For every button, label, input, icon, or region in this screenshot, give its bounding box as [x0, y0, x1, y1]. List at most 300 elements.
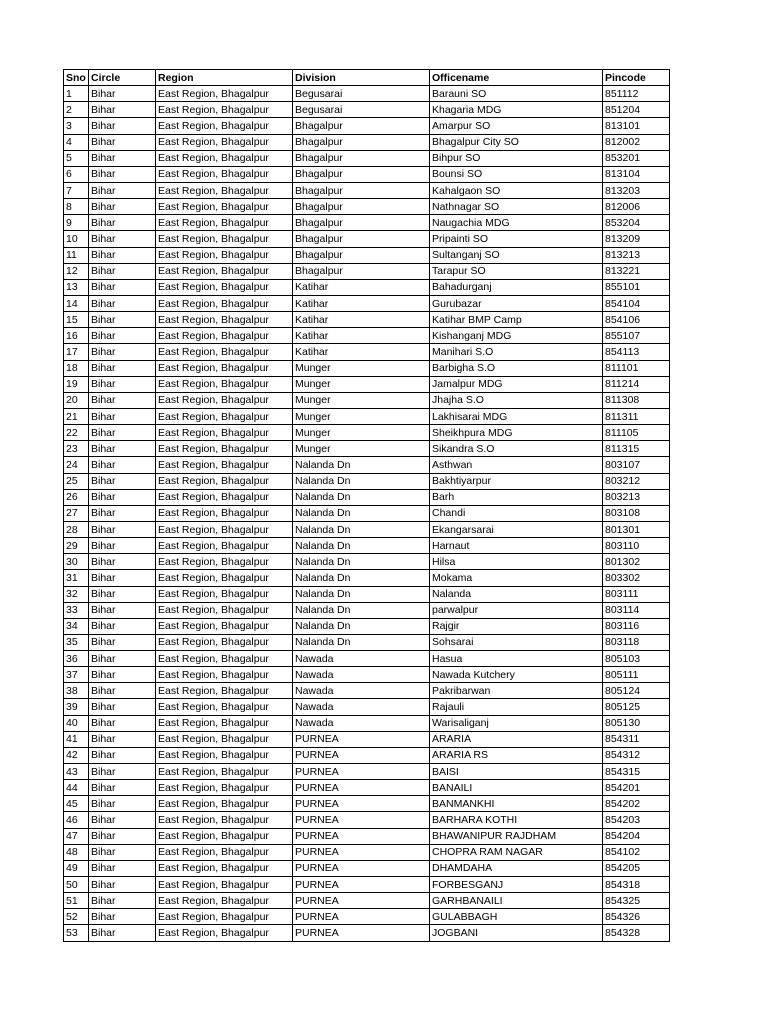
circle-cell: Bihar	[89, 521, 156, 537]
table-row	[64, 86, 670, 102]
pincode-cell: 854325	[603, 893, 670, 909]
circle-cell: Bihar	[89, 796, 156, 812]
officename-cell: Barbigha S.O	[430, 360, 603, 376]
division-cell: Bhagalpur	[293, 215, 430, 231]
region-cell: East Region, Bhagalpur	[156, 844, 293, 860]
officename-cell: JOGBANI	[430, 925, 603, 941]
table-row	[64, 295, 670, 311]
circle-cell: Bihar	[89, 860, 156, 876]
table-row	[64, 747, 670, 763]
header-officename: Officename	[430, 70, 603, 86]
pincode-cell: 813101	[603, 118, 670, 134]
division-cell: PURNEA	[293, 860, 430, 876]
pincode-cell: 803118	[603, 634, 670, 650]
region-cell: East Region, Bhagalpur	[156, 118, 293, 134]
officename-cell: Asthwan	[430, 457, 603, 473]
pincode-cell: 811105	[603, 425, 670, 441]
division-cell: Nalanda Dn	[293, 618, 430, 634]
division-cell: Bhagalpur	[293, 118, 430, 134]
pincode-cell: 851204	[603, 102, 670, 118]
circle-cell: Bihar	[89, 586, 156, 602]
officename-cell: Naugachia MDG	[430, 215, 603, 231]
division-cell: Nalanda Dn	[293, 602, 430, 618]
division-cell: Nawada	[293, 715, 430, 731]
officename-cell: Lakhisarai MDG	[430, 408, 603, 424]
table-row	[64, 634, 670, 650]
pincode-cell: 851112	[603, 86, 670, 102]
pincode-cell: 854104	[603, 295, 670, 311]
region-cell: East Region, Bhagalpur	[156, 602, 293, 618]
table-row	[64, 812, 670, 828]
table-row	[64, 473, 670, 489]
circle-cell: Bihar	[89, 570, 156, 586]
table-row	[64, 408, 670, 424]
sno-cell: 9	[64, 215, 89, 231]
circle-cell: Bihar	[89, 150, 156, 166]
sno-cell: 20	[64, 392, 89, 408]
region-cell: East Region, Bhagalpur	[156, 715, 293, 731]
division-cell: PURNEA	[293, 844, 430, 860]
officename-cell: parwalpur	[430, 602, 603, 618]
region-cell: East Region, Bhagalpur	[156, 828, 293, 844]
sno-cell: 15	[64, 312, 89, 328]
pincode-cell: 801302	[603, 554, 670, 570]
region-cell: East Region, Bhagalpur	[156, 780, 293, 796]
sno-cell: 34	[64, 618, 89, 634]
table-row	[64, 425, 670, 441]
pincode-cell: 803212	[603, 473, 670, 489]
table-row	[64, 102, 670, 118]
division-cell: Bhagalpur	[293, 263, 430, 279]
table-row	[64, 554, 670, 570]
officename-cell: ARARIA RS	[430, 747, 603, 763]
officename-cell: BHAWANIPUR RAJDHAM	[430, 828, 603, 844]
officename-cell: Pakribarwan	[430, 683, 603, 699]
division-cell: Nawada	[293, 651, 430, 667]
region-cell: East Region, Bhagalpur	[156, 263, 293, 279]
region-cell: East Region, Bhagalpur	[156, 651, 293, 667]
officename-cell: Jhajha S.O	[430, 392, 603, 408]
officename-cell: Hilsa	[430, 554, 603, 570]
pincode-cell: 854201	[603, 780, 670, 796]
officename-cell: CHOPRA RAM NAGAR	[430, 844, 603, 860]
pincode-cell: 854113	[603, 344, 670, 360]
division-cell: Bhagalpur	[293, 134, 430, 150]
pincode-cell: 854203	[603, 812, 670, 828]
sno-cell: 17	[64, 344, 89, 360]
officename-cell: Barauni SO	[430, 86, 603, 102]
division-cell: Nawada	[293, 683, 430, 699]
circle-cell: Bihar	[89, 764, 156, 780]
sno-cell: 27	[64, 505, 89, 521]
officename-cell: Mokama	[430, 570, 603, 586]
sno-cell: 41	[64, 731, 89, 747]
circle-cell: Bihar	[89, 102, 156, 118]
sno-cell: 22	[64, 425, 89, 441]
sno-cell: 3	[64, 118, 89, 134]
sno-cell: 1	[64, 86, 89, 102]
pincode-cell: 813203	[603, 182, 670, 198]
sno-cell: 5	[64, 150, 89, 166]
sno-cell: 8	[64, 199, 89, 215]
sno-cell: 37	[64, 667, 89, 683]
table-row	[64, 328, 670, 344]
division-cell: Bhagalpur	[293, 199, 430, 215]
pincode-cell: 803213	[603, 489, 670, 505]
pincode-cell: 803111	[603, 586, 670, 602]
sno-cell: 16	[64, 328, 89, 344]
circle-cell: Bihar	[89, 360, 156, 376]
sno-cell: 4	[64, 134, 89, 150]
pincode-cell: 803114	[603, 602, 670, 618]
pincode-cell: 801301	[603, 521, 670, 537]
sno-cell: 2	[64, 102, 89, 118]
pincode-cell: 854102	[603, 844, 670, 860]
division-cell: Nalanda Dn	[293, 505, 430, 521]
sno-cell: 46	[64, 812, 89, 828]
officename-cell: Sikandra S.O	[430, 441, 603, 457]
table-row	[64, 764, 670, 780]
sno-cell: 23	[64, 441, 89, 457]
pincode-cell: 811311	[603, 408, 670, 424]
circle-cell: Bihar	[89, 344, 156, 360]
officename-cell: ARARIA	[430, 731, 603, 747]
table-row	[64, 489, 670, 505]
region-cell: East Region, Bhagalpur	[156, 457, 293, 473]
circle-cell: Bihar	[89, 651, 156, 667]
officename-cell: DHAMDAHA	[430, 860, 603, 876]
region-cell: East Region, Bhagalpur	[156, 408, 293, 424]
pincode-cell: 813209	[603, 231, 670, 247]
division-cell: Katihar	[293, 312, 430, 328]
officename-cell: Barh	[430, 489, 603, 505]
circle-cell: Bihar	[89, 715, 156, 731]
region-cell: East Region, Bhagalpur	[156, 538, 293, 554]
sno-cell: 47	[64, 828, 89, 844]
division-cell: PURNEA	[293, 780, 430, 796]
circle-cell: Bihar	[89, 699, 156, 715]
sno-cell: 10	[64, 231, 89, 247]
table-row	[64, 344, 670, 360]
pincode-cell: 854202	[603, 796, 670, 812]
pincode-cell: 854311	[603, 731, 670, 747]
circle-cell: Bihar	[89, 844, 156, 860]
pincode-cell: 855107	[603, 328, 670, 344]
division-cell: Munger	[293, 360, 430, 376]
table-row	[64, 279, 670, 295]
region-cell: East Region, Bhagalpur	[156, 86, 293, 102]
sno-cell: 40	[64, 715, 89, 731]
circle-cell: Bihar	[89, 618, 156, 634]
officename-cell: Gurubazar	[430, 295, 603, 311]
circle-cell: Bihar	[89, 457, 156, 473]
post-office-table	[63, 69, 670, 942]
region-cell: East Region, Bhagalpur	[156, 328, 293, 344]
division-cell: PURNEA	[293, 747, 430, 763]
region-cell: East Region, Bhagalpur	[156, 554, 293, 570]
officename-cell: Ekangarsarai	[430, 521, 603, 537]
region-cell: East Region, Bhagalpur	[156, 473, 293, 489]
circle-cell: Bihar	[89, 731, 156, 747]
sno-cell: 7	[64, 182, 89, 198]
officename-cell: GARHBANAILI	[430, 893, 603, 909]
circle-cell: Bihar	[89, 312, 156, 328]
division-cell: Nalanda Dn	[293, 489, 430, 505]
region-cell: East Region, Bhagalpur	[156, 521, 293, 537]
table-row	[64, 731, 670, 747]
circle-cell: Bihar	[89, 231, 156, 247]
circle-cell: Bihar	[89, 925, 156, 941]
table-row	[64, 860, 670, 876]
header-pincode: Pincode	[603, 70, 670, 86]
table-row	[64, 263, 670, 279]
officename-cell: BANAILI	[430, 780, 603, 796]
circle-cell: Bihar	[89, 166, 156, 182]
sno-cell: 53	[64, 925, 89, 941]
circle-cell: Bihar	[89, 828, 156, 844]
officename-cell: BANMANKHI	[430, 796, 603, 812]
division-cell: Nalanda Dn	[293, 538, 430, 554]
table-row	[64, 570, 670, 586]
officename-cell: Sheikhpura MDG	[430, 425, 603, 441]
circle-cell: Bihar	[89, 408, 156, 424]
division-cell: PURNEA	[293, 812, 430, 828]
division-cell: Nawada	[293, 667, 430, 683]
table-row	[64, 199, 670, 215]
region-cell: East Region, Bhagalpur	[156, 295, 293, 311]
division-cell: Katihar	[293, 295, 430, 311]
pincode-cell: 811101	[603, 360, 670, 376]
pincode-cell: 805124	[603, 683, 670, 699]
table-row	[64, 118, 670, 134]
table-row	[64, 780, 670, 796]
division-cell: Bhagalpur	[293, 182, 430, 198]
table-row	[64, 215, 670, 231]
table-row	[64, 150, 670, 166]
table-body	[64, 86, 670, 941]
officename-cell: Warisaliganj	[430, 715, 603, 731]
table-row	[64, 667, 670, 683]
region-cell: East Region, Bhagalpur	[156, 683, 293, 699]
circle-cell: Bihar	[89, 554, 156, 570]
region-cell: East Region, Bhagalpur	[156, 441, 293, 457]
sno-cell: 11	[64, 247, 89, 263]
circle-cell: Bihar	[89, 392, 156, 408]
circle-cell: Bihar	[89, 602, 156, 618]
table-row	[64, 844, 670, 860]
sno-cell: 51	[64, 893, 89, 909]
division-cell: Nawada	[293, 699, 430, 715]
pincode-cell: 811308	[603, 392, 670, 408]
division-cell: PURNEA	[293, 925, 430, 941]
table-row	[64, 505, 670, 521]
region-cell: East Region, Bhagalpur	[156, 279, 293, 295]
circle-cell: Bihar	[89, 634, 156, 650]
officename-cell: Manihari S.O	[430, 344, 603, 360]
region-cell: East Region, Bhagalpur	[156, 376, 293, 392]
table-row	[64, 909, 670, 925]
circle-cell: Bihar	[89, 441, 156, 457]
header-circle: Circle	[89, 70, 156, 86]
sno-cell: 31	[64, 570, 89, 586]
pincode-cell: 813213	[603, 247, 670, 263]
circle-cell: Bihar	[89, 247, 156, 263]
officename-cell: Jamalpur MDG	[430, 376, 603, 392]
region-cell: East Region, Bhagalpur	[156, 344, 293, 360]
table-row	[64, 166, 670, 182]
table-row	[64, 441, 670, 457]
officename-cell: Bihpur SO	[430, 150, 603, 166]
table-row	[64, 925, 670, 941]
region-cell: East Region, Bhagalpur	[156, 893, 293, 909]
division-cell: Munger	[293, 376, 430, 392]
division-cell: Munger	[293, 441, 430, 457]
officename-cell: FORBESGANJ	[430, 877, 603, 893]
region-cell: East Region, Bhagalpur	[156, 102, 293, 118]
circle-cell: Bihar	[89, 263, 156, 279]
officename-cell: Sultanganj SO	[430, 247, 603, 263]
pincode-cell: 803302	[603, 570, 670, 586]
sno-cell: 39	[64, 699, 89, 715]
pincode-cell: 805103	[603, 651, 670, 667]
division-cell: Bhagalpur	[293, 231, 430, 247]
pincode-cell: 812002	[603, 134, 670, 150]
sno-cell: 19	[64, 376, 89, 392]
region-cell: East Region, Bhagalpur	[156, 134, 293, 150]
region-cell: East Region, Bhagalpur	[156, 199, 293, 215]
circle-cell: Bihar	[89, 295, 156, 311]
sno-cell: 38	[64, 683, 89, 699]
table-row	[64, 247, 670, 263]
table-row	[64, 828, 670, 844]
table-row	[64, 392, 670, 408]
sno-cell: 44	[64, 780, 89, 796]
table-row	[64, 715, 670, 731]
table-row	[64, 586, 670, 602]
table-row	[64, 538, 670, 554]
table-row	[64, 602, 670, 618]
region-cell: East Region, Bhagalpur	[156, 505, 293, 521]
table-row	[64, 360, 670, 376]
pincode-cell: 813221	[603, 263, 670, 279]
officename-cell: Bhagalpur City SO	[430, 134, 603, 150]
pincode-cell: 854315	[603, 764, 670, 780]
pincode-cell: 803116	[603, 618, 670, 634]
table-row	[64, 796, 670, 812]
sno-cell: 6	[64, 166, 89, 182]
region-cell: East Region, Bhagalpur	[156, 860, 293, 876]
circle-cell: Bihar	[89, 877, 156, 893]
division-cell: Bhagalpur	[293, 247, 430, 263]
pincode-cell: 854312	[603, 747, 670, 763]
region-cell: East Region, Bhagalpur	[156, 570, 293, 586]
sno-cell: 30	[64, 554, 89, 570]
pincode-cell: 803108	[603, 505, 670, 521]
region-cell: East Region, Bhagalpur	[156, 925, 293, 941]
circle-cell: Bihar	[89, 134, 156, 150]
sno-cell: 35	[64, 634, 89, 650]
region-cell: East Region, Bhagalpur	[156, 215, 293, 231]
circle-cell: Bihar	[89, 215, 156, 231]
sno-cell: 12	[64, 263, 89, 279]
region-cell: East Region, Bhagalpur	[156, 812, 293, 828]
sno-cell: 45	[64, 796, 89, 812]
division-cell: Nalanda Dn	[293, 570, 430, 586]
table-row	[64, 877, 670, 893]
region-cell: East Region, Bhagalpur	[156, 764, 293, 780]
table-row	[64, 893, 670, 909]
sno-cell: 21	[64, 408, 89, 424]
pincode-cell: 813104	[603, 166, 670, 182]
division-cell: PURNEA	[293, 909, 430, 925]
region-cell: East Region, Bhagalpur	[156, 796, 293, 812]
officename-cell: Katihar BMP Camp	[430, 312, 603, 328]
pincode-cell: 854326	[603, 909, 670, 925]
header-sno: Sno	[64, 70, 89, 86]
division-cell: Katihar	[293, 279, 430, 295]
region-cell: East Region, Bhagalpur	[156, 247, 293, 263]
circle-cell: Bihar	[89, 909, 156, 925]
circle-cell: Bihar	[89, 182, 156, 198]
officename-cell: Hasua	[430, 651, 603, 667]
circle-cell: Bihar	[89, 683, 156, 699]
division-cell: Katihar	[293, 328, 430, 344]
division-cell: Katihar	[293, 344, 430, 360]
division-cell: Begusarai	[293, 102, 430, 118]
table-row	[64, 521, 670, 537]
officename-cell: Sohsarai	[430, 634, 603, 650]
officename-cell: Kishanganj MDG	[430, 328, 603, 344]
region-cell: East Region, Bhagalpur	[156, 312, 293, 328]
header-region: Region	[156, 70, 293, 86]
region-cell: East Region, Bhagalpur	[156, 166, 293, 182]
pincode-cell: 805125	[603, 699, 670, 715]
sno-cell: 43	[64, 764, 89, 780]
division-cell: Nalanda Dn	[293, 473, 430, 489]
division-cell: Nalanda Dn	[293, 521, 430, 537]
division-cell: PURNEA	[293, 764, 430, 780]
circle-cell: Bihar	[89, 425, 156, 441]
region-cell: East Region, Bhagalpur	[156, 392, 293, 408]
pincode-cell: 855101	[603, 279, 670, 295]
circle-cell: Bihar	[89, 747, 156, 763]
division-cell: Nalanda Dn	[293, 586, 430, 602]
table-row	[64, 312, 670, 328]
officename-cell: Rajauli	[430, 699, 603, 715]
pincode-cell: 854204	[603, 828, 670, 844]
table-row	[64, 683, 670, 699]
circle-cell: Bihar	[89, 328, 156, 344]
division-cell: PURNEA	[293, 796, 430, 812]
region-cell: East Region, Bhagalpur	[156, 182, 293, 198]
sno-cell: 32	[64, 586, 89, 602]
officename-cell: GULABBAGH	[430, 909, 603, 925]
sno-cell: 13	[64, 279, 89, 295]
officename-cell: BAISI	[430, 764, 603, 780]
division-cell: PURNEA	[293, 877, 430, 893]
sno-cell: 50	[64, 877, 89, 893]
table-row	[64, 699, 670, 715]
pincode-cell: 803110	[603, 538, 670, 554]
table-row	[64, 651, 670, 667]
division-cell: Bhagalpur	[293, 150, 430, 166]
pincode-cell: 805130	[603, 715, 670, 731]
sno-cell: 18	[64, 360, 89, 376]
sno-cell: 49	[64, 860, 89, 876]
table-row	[64, 618, 670, 634]
region-cell: East Region, Bhagalpur	[156, 667, 293, 683]
sno-cell: 48	[64, 844, 89, 860]
